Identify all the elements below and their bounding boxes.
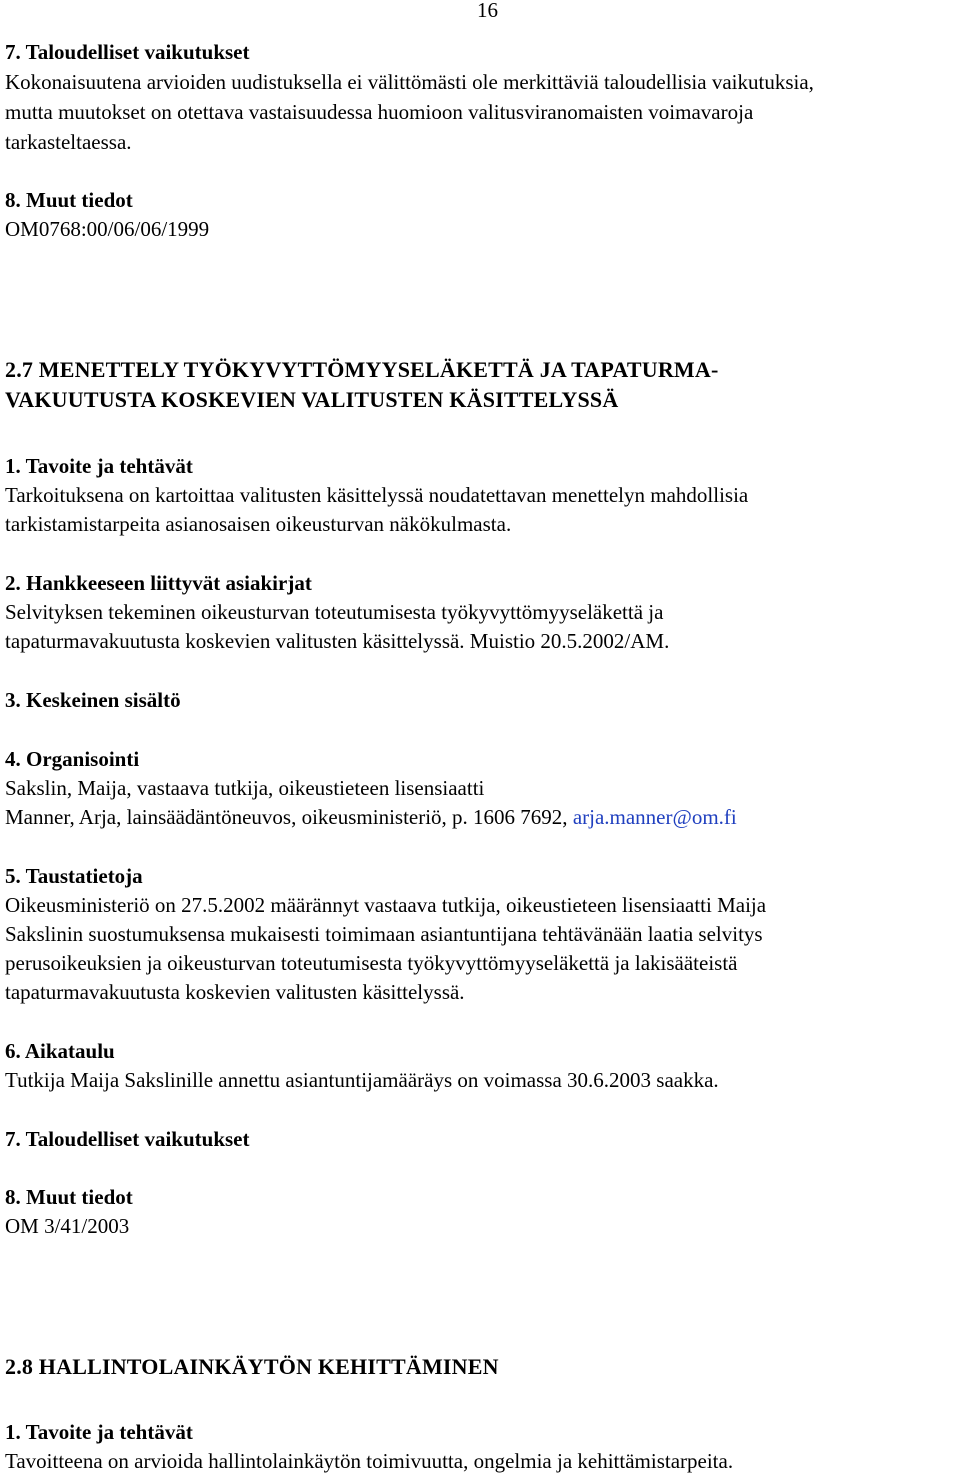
contact-line — [5, 802, 737, 832]
paragraph-line: Selvityksen tekeminen oikeusturvan toteutumisesta työkyvyttömyyseläkettä ja — [5, 600, 664, 624]
heading-economic-effects: 7. Taloudelliset vaikutukset — [5, 40, 250, 64]
reference-number: OM 3/41/2003 — [5, 1214, 130, 1238]
contact-text: Manner, Arja, lainsäädäntöneuvos, oikeusministeriö, p. 1606 7692, — [5, 805, 573, 829]
email-link[interactable]: arja.manner@om.fi — [572, 805, 737, 829]
heading-background: 5. Taustatietoja — [5, 864, 143, 888]
paragraph-line: tapaturmavakuutusta koskevien valitusten käsittelyssä. — [5, 980, 465, 1004]
paragraph-line: Tarkoituksena on kartoittaa valitusten käsittelyssä noudatettavan menettelyn mahdollisia — [5, 483, 749, 507]
paragraph-line: Oikeusministeriö on 27.5.2002 määrännyt vastaava tutkija, oikeustieteen lisensiaatti Maija — [5, 893, 767, 917]
paragraph-line: tapaturmavakuutusta koskevien valitusten käsittelyssä. Muistio 20.5.2002/AM. — [5, 629, 670, 653]
paragraph-line: Sakslin, Maija, vastaava tutkija, oikeustieteen lisensiaatti — [5, 776, 485, 800]
heading-content: 3. Keskeinen sisältö — [5, 688, 181, 712]
paragraph-line: Sakslinin suostumuksensa mukaisesti toimimaan asiantuntijana tehtävänään laatia selvitys — [5, 922, 763, 946]
paragraph-line: tarkistamistarpeita asianosaisen oikeusturvan näkökulmasta. — [5, 512, 512, 536]
heading-economic-effects: 7. Taloudelliset vaikutukset — [5, 1127, 250, 1151]
heading-goals: 1. Tavoite ja tehtävät — [5, 454, 193, 478]
heading-other-info: 8. Muut tiedot — [5, 1185, 133, 1209]
reference-number: OM0768:00/06/06/1999 — [5, 217, 210, 241]
page-number: 16 — [477, 0, 498, 22]
section-title: 2.8 HALLINTOLAINKÄYTÖN KEHITTÄMINEN — [5, 1354, 499, 1379]
paragraph-line: mutta muutokset on otettava vastaisuudessa huomioon valitusviranomaisten voimavaroja — [5, 100, 754, 124]
paragraph-line: Kokonaisuutena arvioiden uudistuksella ei välittömästi ole merkittäviä taloudellisia vaikutuksia, — [5, 70, 814, 94]
heading-other-info: 8. Muut tiedot — [5, 188, 133, 212]
section-title: VAKUUTUSTA KOSKEVIEN VALITUSTEN KÄSITTELYSSÄ — [5, 387, 619, 412]
section-title: 2.7 MENETTELY TYÖKYVYTTÖMYYSELÄKETTÄ JA TAPATURMA- — [5, 357, 719, 382]
heading-organization: 4. Organisointi — [5, 747, 140, 771]
paragraph-line: Tavoitteena on arvioida hallintolainkäytön toimivuutta, ongelmia ja kehittämistarpeita. — [5, 1449, 734, 1473]
paragraph-line: tarkasteltaessa. — [5, 130, 132, 154]
heading-goals: 1. Tavoite ja tehtävät — [5, 1420, 193, 1444]
paragraph-line: Tutkija Maija Sakslinille annettu asiantuntijamääräys on voimassa 30.6.2003 saakka. — [5, 1068, 719, 1092]
heading-schedule: 6. Aikataulu — [5, 1039, 115, 1063]
paragraph-line: perusoikeuksien ja oikeusturvan toteutumisesta työkyvyttömyyseläkettä ja lakisääteistä — [5, 951, 738, 975]
heading-documents: 2. Hankkeeseen liittyvät asiakirjat — [5, 571, 312, 595]
